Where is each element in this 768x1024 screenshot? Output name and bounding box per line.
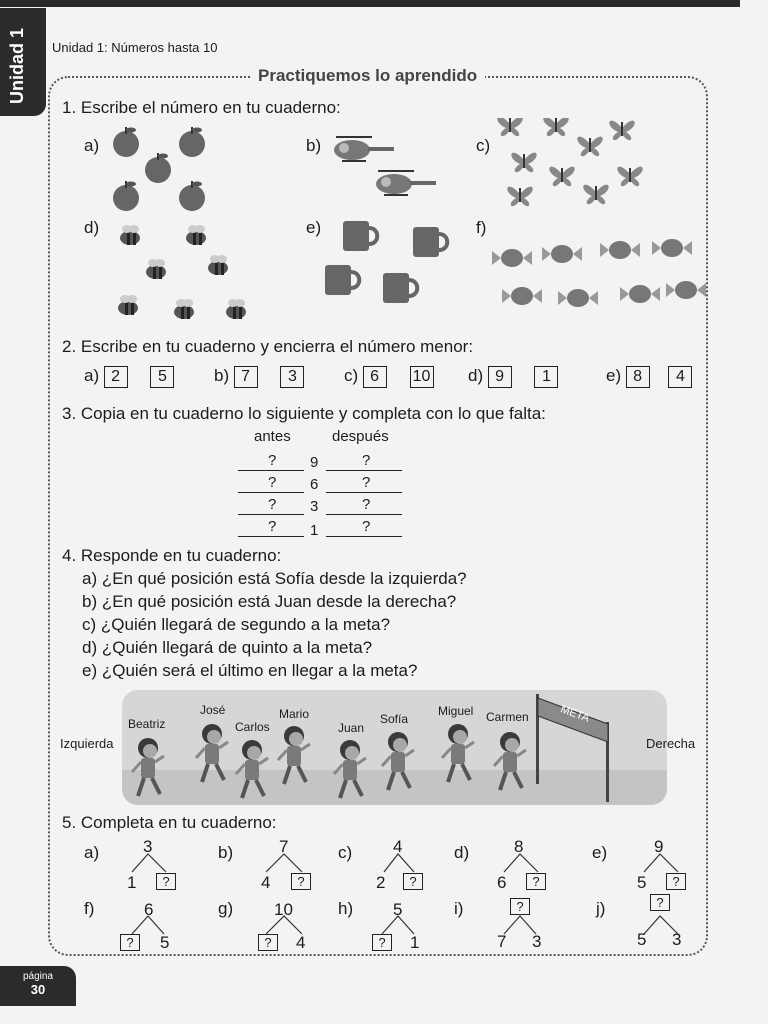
q3-number: 3 xyxy=(310,498,319,515)
tree-right: 3 xyxy=(532,932,542,951)
q1-label-d: d) xyxy=(84,218,100,237)
tree-left: ? xyxy=(120,934,140,951)
number-box: 9 xyxy=(488,366,512,388)
q5-label-c: c) xyxy=(338,843,353,862)
q2-label-d: d) xyxy=(468,366,484,385)
runner-name: Beatriz xyxy=(128,717,166,731)
q3-number: 9 xyxy=(310,454,319,471)
tree-right: 1 xyxy=(410,933,420,952)
runner-beatriz xyxy=(132,738,164,796)
tree-right: ? xyxy=(526,873,546,890)
q3-after-blank: ? xyxy=(362,452,371,469)
runner-name: José xyxy=(200,703,226,717)
left-label: Izquierda xyxy=(60,736,114,751)
page-number-tab xyxy=(0,966,76,1006)
runner-sofia xyxy=(382,732,414,790)
q2-label-c: c) xyxy=(344,366,359,385)
tree-right: 4 xyxy=(296,933,306,952)
tree-top: 3 xyxy=(143,837,153,856)
q3-table xyxy=(238,450,408,542)
tree-top: 5 xyxy=(393,900,403,919)
number-box: 3 xyxy=(280,366,304,388)
tree-right: 5 xyxy=(160,933,170,952)
q1-label-f: f) xyxy=(476,218,487,237)
tree-left: 7 xyxy=(497,932,507,951)
q4-question-c: c) ¿Quién llegará de segundo a la meta? xyxy=(82,615,391,634)
q1-illustrations xyxy=(100,118,720,333)
q2-pair-c xyxy=(344,366,434,388)
tree-right: ? xyxy=(666,873,686,890)
section-title: Practiquemos lo aprendido xyxy=(250,66,485,86)
tree-left: 5 xyxy=(637,873,647,892)
tree-top: 8 xyxy=(514,837,524,856)
q5-label-f: f) xyxy=(84,899,95,918)
q3-after-blank: ? xyxy=(362,496,371,513)
q2-pair-e xyxy=(606,366,692,388)
q4-question-e: e) ¿Quién será el último en llegar a la meta? xyxy=(82,661,418,680)
number-box: 1 xyxy=(534,366,558,388)
number-box: 2 xyxy=(104,366,128,388)
tree-top: 9 xyxy=(654,837,664,856)
tree-right: ? xyxy=(156,873,176,890)
tree-top: 4 xyxy=(393,837,403,856)
tree-top: 6 xyxy=(144,900,154,919)
q5-label-d: d) xyxy=(454,843,470,862)
tree-left: 5 xyxy=(637,930,647,949)
q2-title: 2. Escribe en tu cuaderno y encierra el número menor: xyxy=(62,337,474,356)
q5-label-b: b) xyxy=(218,843,234,862)
runner-carmen xyxy=(494,732,526,790)
tree-left: ? xyxy=(258,934,278,951)
tree-left: 4 xyxy=(261,873,271,892)
q5-label-e: e) xyxy=(592,843,608,862)
q4-question-a: a) ¿En qué posición está Sofía desde la izquierda? xyxy=(82,569,467,588)
page-label: página xyxy=(22,971,54,982)
q4-question-d: d) ¿Quién llegará de quinto a la meta? xyxy=(82,638,373,657)
unit-tab-label: Unidad 1 xyxy=(7,28,27,105)
tree-right: ? xyxy=(291,873,311,890)
q2-label-b: b) xyxy=(214,366,230,385)
tree-right: 3 xyxy=(672,930,682,949)
q2-pair-d xyxy=(468,366,558,388)
page-number: 30 xyxy=(30,982,46,997)
q3-before-blank: ? xyxy=(268,518,277,535)
q3-after-blank: ? xyxy=(362,474,371,491)
q2-label-e: e) xyxy=(606,366,622,385)
q5-label-g: g) xyxy=(218,899,234,918)
q1-label-c: c) xyxy=(476,136,491,155)
q3-after-blank: ? xyxy=(362,518,371,535)
number-box: 5 xyxy=(150,366,174,388)
butterfly-icon xyxy=(497,118,642,206)
goal-label: META xyxy=(558,703,591,725)
number-box: 7 xyxy=(234,366,258,388)
apple-icon xyxy=(113,127,205,211)
tree-right: ? xyxy=(403,873,423,890)
mug-icon xyxy=(325,221,447,303)
q5-label-a: a) xyxy=(84,843,100,862)
q1-label-a: a) xyxy=(84,136,100,155)
q3-before-blank: ? xyxy=(268,452,277,469)
candy-icon xyxy=(492,239,706,307)
tree-top: 7 xyxy=(279,837,289,856)
runner-mario xyxy=(278,726,310,784)
runner-name: Mario xyxy=(279,707,310,721)
q2-label-a: a) xyxy=(84,366,100,385)
top-rule xyxy=(0,0,740,7)
q5-label-h: h) xyxy=(338,899,354,918)
right-label: Derecha xyxy=(646,736,696,751)
tree-top: ? xyxy=(650,894,670,911)
runner-miguel xyxy=(442,724,474,782)
runner-name: Juan xyxy=(338,721,365,735)
q3-after-header: después xyxy=(332,428,389,445)
q1-label-b: b) xyxy=(306,136,322,155)
number-box: 6 xyxy=(363,366,387,388)
tree-top: ? xyxy=(510,898,530,915)
q5-label-i: i) xyxy=(454,899,464,918)
tree-left: 6 xyxy=(497,873,507,892)
unit-tab xyxy=(0,8,46,116)
tree-left: 1 xyxy=(127,873,137,892)
runners-illustration xyxy=(122,720,542,805)
tree-left: ? xyxy=(372,934,392,951)
q3-title: 3. Copia en tu cuaderno lo siguiente y completa con lo que falta: xyxy=(62,404,546,423)
q3-before-header: antes xyxy=(254,428,291,445)
q5-label-j: j) xyxy=(596,899,606,918)
q3-number: 6 xyxy=(310,476,319,493)
tree-left: 2 xyxy=(376,873,386,892)
number-box: 4 xyxy=(668,366,692,388)
number-box: 8 xyxy=(626,366,650,388)
q4-question-b: b) ¿En qué posición está Juan desde la derecha? xyxy=(82,592,457,611)
q3-before-blank: ? xyxy=(268,474,277,491)
q1-label-e: e) xyxy=(306,218,322,237)
number-box: 10 xyxy=(410,366,434,388)
runner-name: Carlos xyxy=(235,720,270,734)
q2-pair-a xyxy=(84,366,174,388)
q2-pair-b xyxy=(214,366,304,388)
runner-name: Sofía xyxy=(380,712,409,726)
helicopter-icon xyxy=(334,136,436,196)
runner-name: Carmen xyxy=(486,710,529,724)
runner-name: Miguel xyxy=(438,704,474,718)
q1-title: 1. Escribe el número en tu cuaderno: xyxy=(62,98,341,117)
tree-top: 10 xyxy=(274,900,293,919)
q3-before-blank: ? xyxy=(268,496,277,513)
runner-juan xyxy=(334,740,366,798)
q5-title: 5. Completa en tu cuaderno: xyxy=(62,813,277,832)
q4-title: 4. Responde en tu cuaderno: xyxy=(62,546,282,565)
unit-title: Unidad 1: Números hasta 10 xyxy=(52,40,218,55)
runner-jose xyxy=(196,724,228,782)
q3-number: 1 xyxy=(310,522,319,539)
bee-icon xyxy=(118,225,246,319)
runner-carlos xyxy=(236,740,268,798)
